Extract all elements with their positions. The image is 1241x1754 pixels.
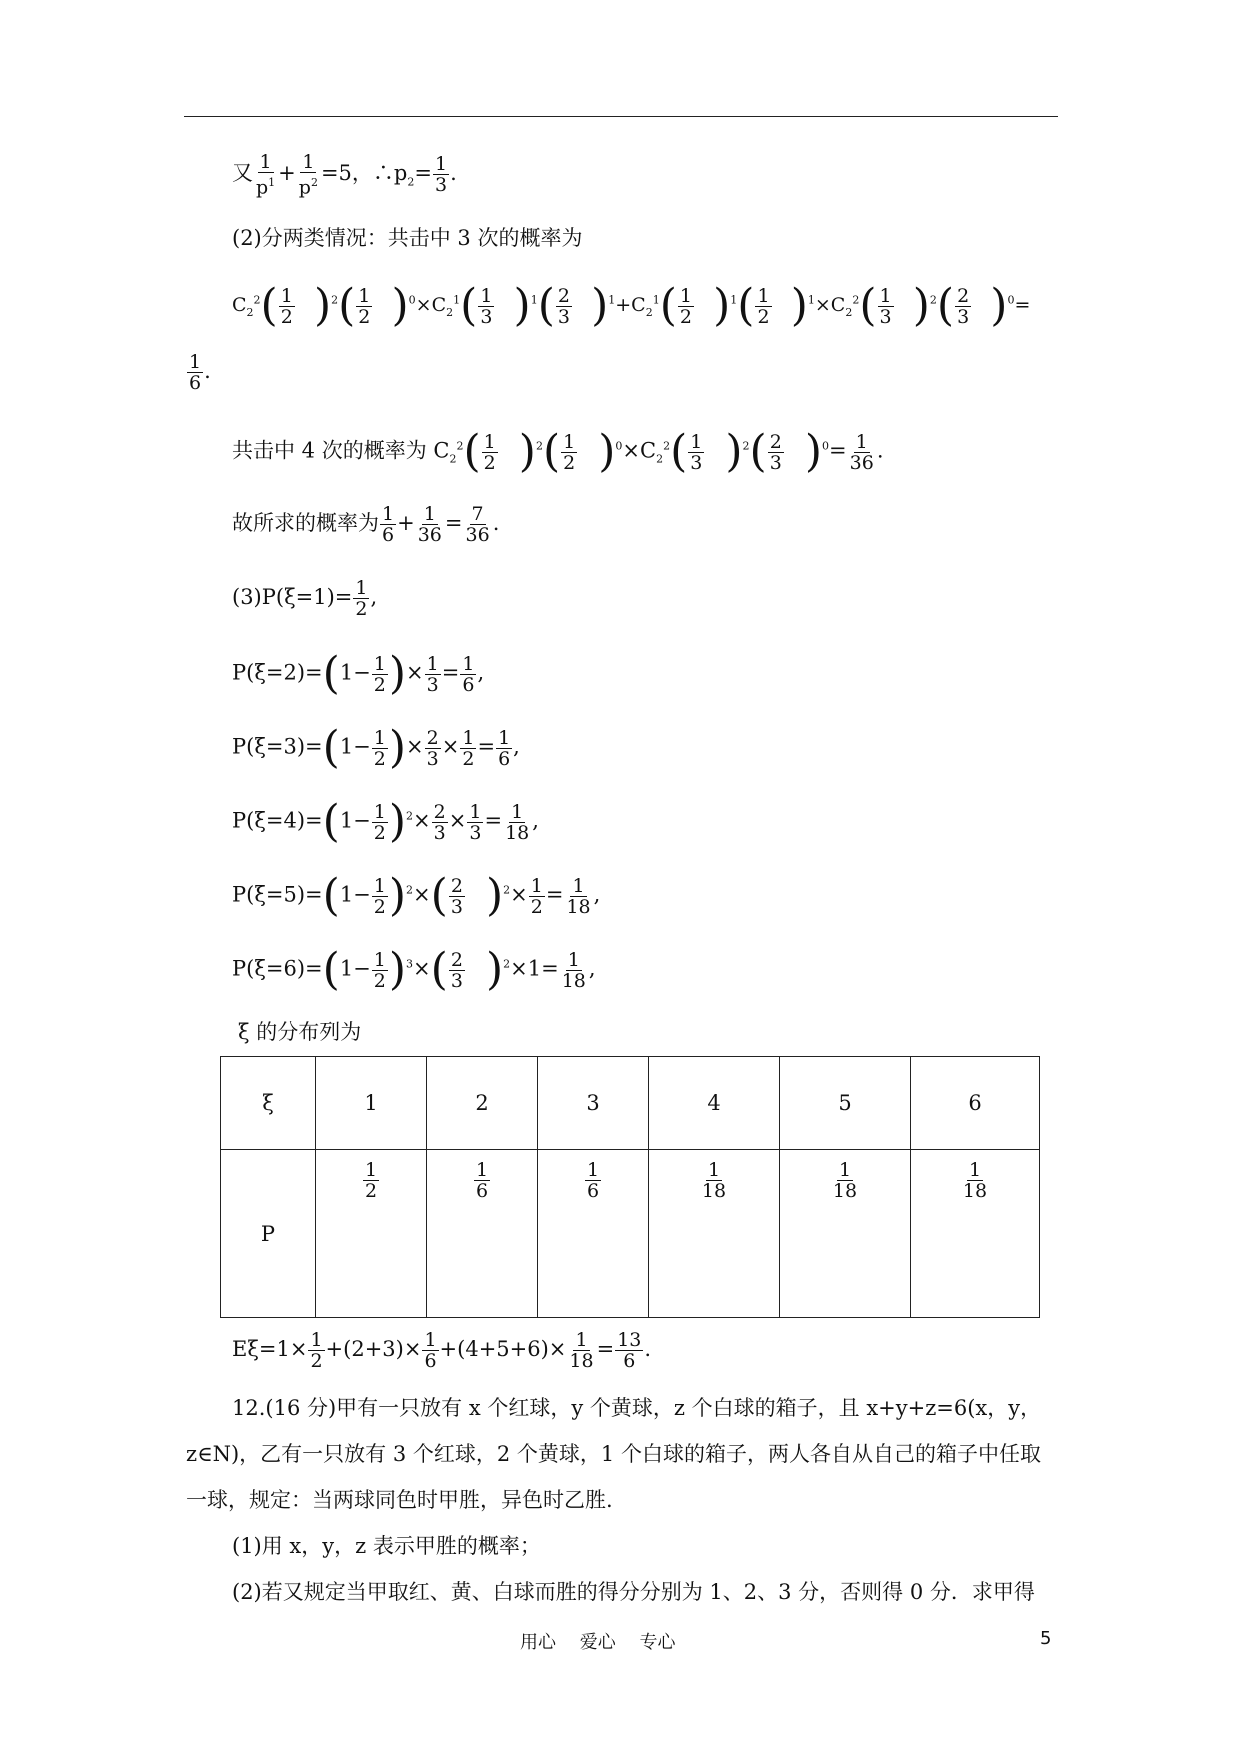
paragraph-text: ξ 的分布列为 bbox=[238, 1020, 362, 1044]
equation-line-14: Eξ=1× $\frac{1}{2}$ +(2+3)× $\frac{1}{6}$ +(4+5+6)× $\frac{1}{18}$ = $\frac{13}{6}$ . bbox=[232, 1329, 652, 1372]
problem-12-text: z∈N)，乙有一只放有 3 个红球，2 个黄球，1 个白球的箱子，两人各自从自己的箱子中任取 bbox=[186, 1442, 1041, 1466]
equation-line-12: P(ξ=6)=(1− $\frac{1}{2}$ )$^3$×( $\frac{2}{3}$ )$^2$×1= $\frac{1}{18}$ , bbox=[232, 944, 596, 995]
fraction: $\frac{1}{p^2}$ bbox=[298, 151, 318, 199]
equation-line-1: 又 $\frac{1}{p^1}$ + $\frac{1}{p^2}$ =5，$\therefore p_2=$ $\frac{1}{3}$ . bbox=[232, 151, 457, 199]
distribution-table bbox=[220, 1056, 1040, 1318]
paragraph-text: (2)分两类情况：共击中 3 次的概率为 bbox=[232, 226, 583, 250]
problem-12-part-2: (2)若又规定当甲取红、黄、白球而胜的得分分别为 1、2、3 分，否则得 0 分．求甲得 bbox=[232, 1580, 1035, 1604]
equation-line-7: (3)P(ξ=1)= $\frac{1}{2}$ , bbox=[232, 577, 378, 620]
equation-line-5: 共击中 4 次的概率为 $C_2^2$( $\frac{1}{2}$ )$^2$( $\frac{1}{2}$ )$^0\times C_2^2$( $\frac{1}{3}$ )$^2$( $\frac{2}{3}$ )$^0$= $\frac{1}{36}$ . bbox=[232, 426, 884, 477]
equation-line-10: P(ξ=4)=(1− $\frac{1}{2}$ )$^2$× $\frac{2}{3}$ × $\frac{1}{3}$ = $\frac{1}{18}$ , bbox=[232, 796, 539, 847]
equation-line-9: P(ξ=3)=(1− $\frac{1}{2}$ )× $\frac{2}{3}$ × $\frac{1}{2}$ = $\frac{1}{6}$ , bbox=[232, 722, 520, 773]
header-rule bbox=[184, 116, 1058, 117]
fraction: $\frac{1}{p^1}$ bbox=[256, 151, 276, 199]
equation-line-6: 故所求的概率为 $\frac{1}{6}$ + $\frac{1}{36}$ = $\frac{7}{36}$ . bbox=[232, 503, 500, 546]
page-number: 5 bbox=[1040, 1628, 1052, 1649]
footer-motto: 用心 爱心 专心 bbox=[520, 1632, 676, 1653]
equation-line-3: $C_2^2$( $\frac{1}{2}$ )$^2$( $\frac{1}{2}$ )$^0\times C_2^1$( $\frac{1}{3}$ )$^1$( $\frac{2}{3}$ )$^1+C_2^1$( $\frac{1}{2}$ )$^1$( $\frac{1}{2}$ )$^1\times C_2^2$( $\frac{1}{3}$ )$^2$( $\frac{2}{3}$ )$^0$= bbox=[232, 280, 1031, 331]
equation-line-11: P(ξ=5)=(1− $\frac{1}{2}$ )$^2$×( $\frac{2}{3}$ )$^2$× $\frac{1}{2}$ = $\frac{1}{18}$ , bbox=[232, 870, 601, 921]
problem-12-text: 一球，规定：当两球同色时甲胜，异色时乙胜. bbox=[186, 1488, 613, 1512]
table-row: P $\frac{1}{2}$ $\frac{1}{6}$ $\frac{1}{6}$ $\frac{1}{18}$ $\frac{1}{18}$ $\frac{1}{18}$ bbox=[221, 1150, 1040, 1318]
problem-12-part-1: (1)用 x，y，z 表示甲胜的概率； bbox=[232, 1534, 541, 1558]
table-row: ξ 1 2 3 4 5 6 bbox=[221, 1057, 1040, 1150]
fraction: $\frac{1}{3}$ bbox=[434, 153, 448, 197]
problem-12-text: 12.(16 分)甲有一只放有 x 个红球，y 个黄球，z 个白球的箱子，且 x+y+z=6(x，y， bbox=[232, 1396, 1042, 1420]
equation-line-8: P(ξ=2)=(1− $\frac{1}{2}$ )× $\frac{1}{3}$ = $\frac{1}{6}$ , bbox=[232, 648, 485, 699]
equation-line-4: $\frac{1}{6}$ . bbox=[189, 351, 211, 394]
